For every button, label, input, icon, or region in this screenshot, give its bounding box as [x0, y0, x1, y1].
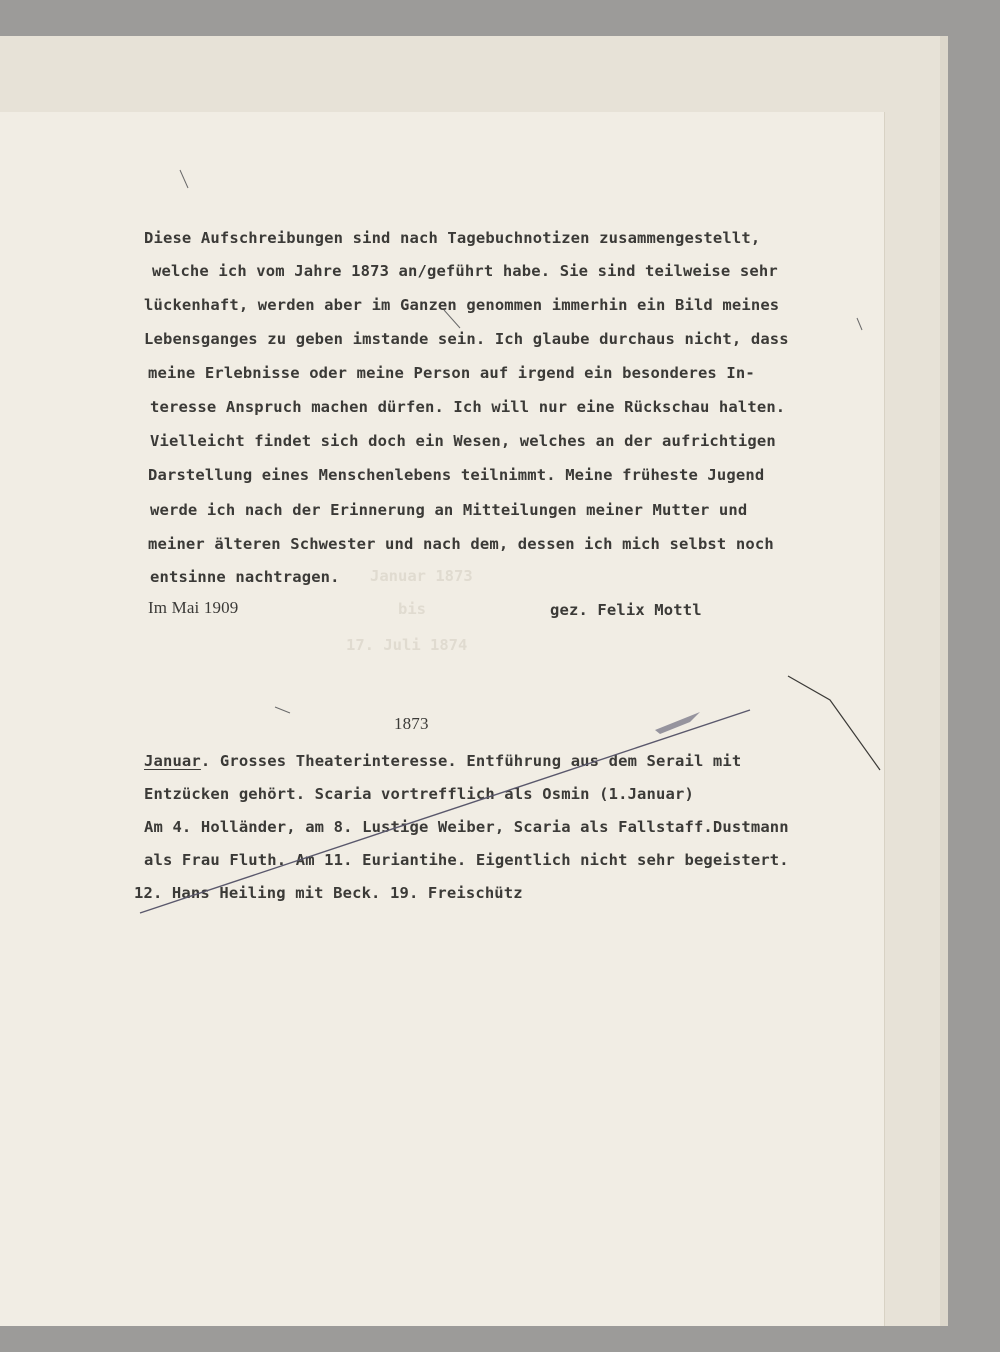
diary-line: als Frau Fluth. Am 11. Euriantihe. Eigentlich nicht sehr begeistert. — [144, 851, 789, 869]
year-heading: 1873 — [394, 714, 429, 733]
diary-line: Entzücken gehört. Scaria vortrefflich als Osmin (1.Januar) — [144, 785, 694, 803]
pencil-tick — [275, 707, 290, 713]
preface-line: welche ich vom Jahre 1873 an/geführt habe. Sie sind teilweise sehr — [152, 262, 778, 280]
preface-line: lückenhaft, werden aber im Ganzen genommen immerhin ein Bild meines — [144, 296, 780, 314]
preface-line: Lebensganges zu geben imstande sein. Ich glaube durchaus nicht, dass — [144, 330, 789, 348]
pencil-corner-mark — [788, 676, 880, 770]
preface-line: werde ich nach der Erinnerung an Mitteilungen meiner Mutter und — [150, 501, 748, 519]
month-label: Januar — [144, 752, 201, 770]
show-through-line: 17. Juli 1874 — [346, 636, 468, 654]
preface-line: Diese Aufschreibungen sind nach Tagebuchnotizen zusammengestellt, — [144, 229, 761, 247]
preface-line: meiner älteren Schwester und nach dem, dessen ich mich selbst noch — [148, 535, 774, 553]
signature: gez. Felix Mottl — [550, 601, 702, 619]
preface-line: Vielleicht findet sich doch ein Wesen, welches an der aufrichtigen — [150, 432, 776, 450]
pencil-tick — [444, 310, 460, 328]
preface-line: meine Erlebnisse oder meine Person auf irgend ein besonderes In- — [148, 364, 755, 382]
pencil-strike-line — [140, 710, 750, 913]
preface-date: Im Mai 1909 — [148, 598, 239, 617]
show-through-line: bis — [398, 600, 426, 618]
pencil-tick — [857, 318, 862, 330]
pencil-scribble — [655, 712, 700, 734]
show-through-line: Januar 1873 — [370, 567, 473, 585]
pencil-tick — [180, 170, 188, 188]
diary-line: 12. Hans Heiling mit Beck. 19. Freischütz — [134, 884, 523, 902]
preface-line: teresse Anspruch machen dürfen. Ich will nur eine Rückschau halten. — [150, 398, 786, 416]
diary-line: Am 4. Holländer, am 8. Lustige Weiber, Scaria als Fallstaff.Dustmann — [144, 818, 789, 836]
preface-line: entsinne nachtragen. — [150, 568, 340, 586]
diary-line-text: . Grosses Theaterinteresse. Entführung aus dem Serail mit — [200, 752, 742, 770]
preface-line: Darstellung eines Menschenlebens teilnimmt. Meine früheste Jugend — [148, 466, 765, 484]
